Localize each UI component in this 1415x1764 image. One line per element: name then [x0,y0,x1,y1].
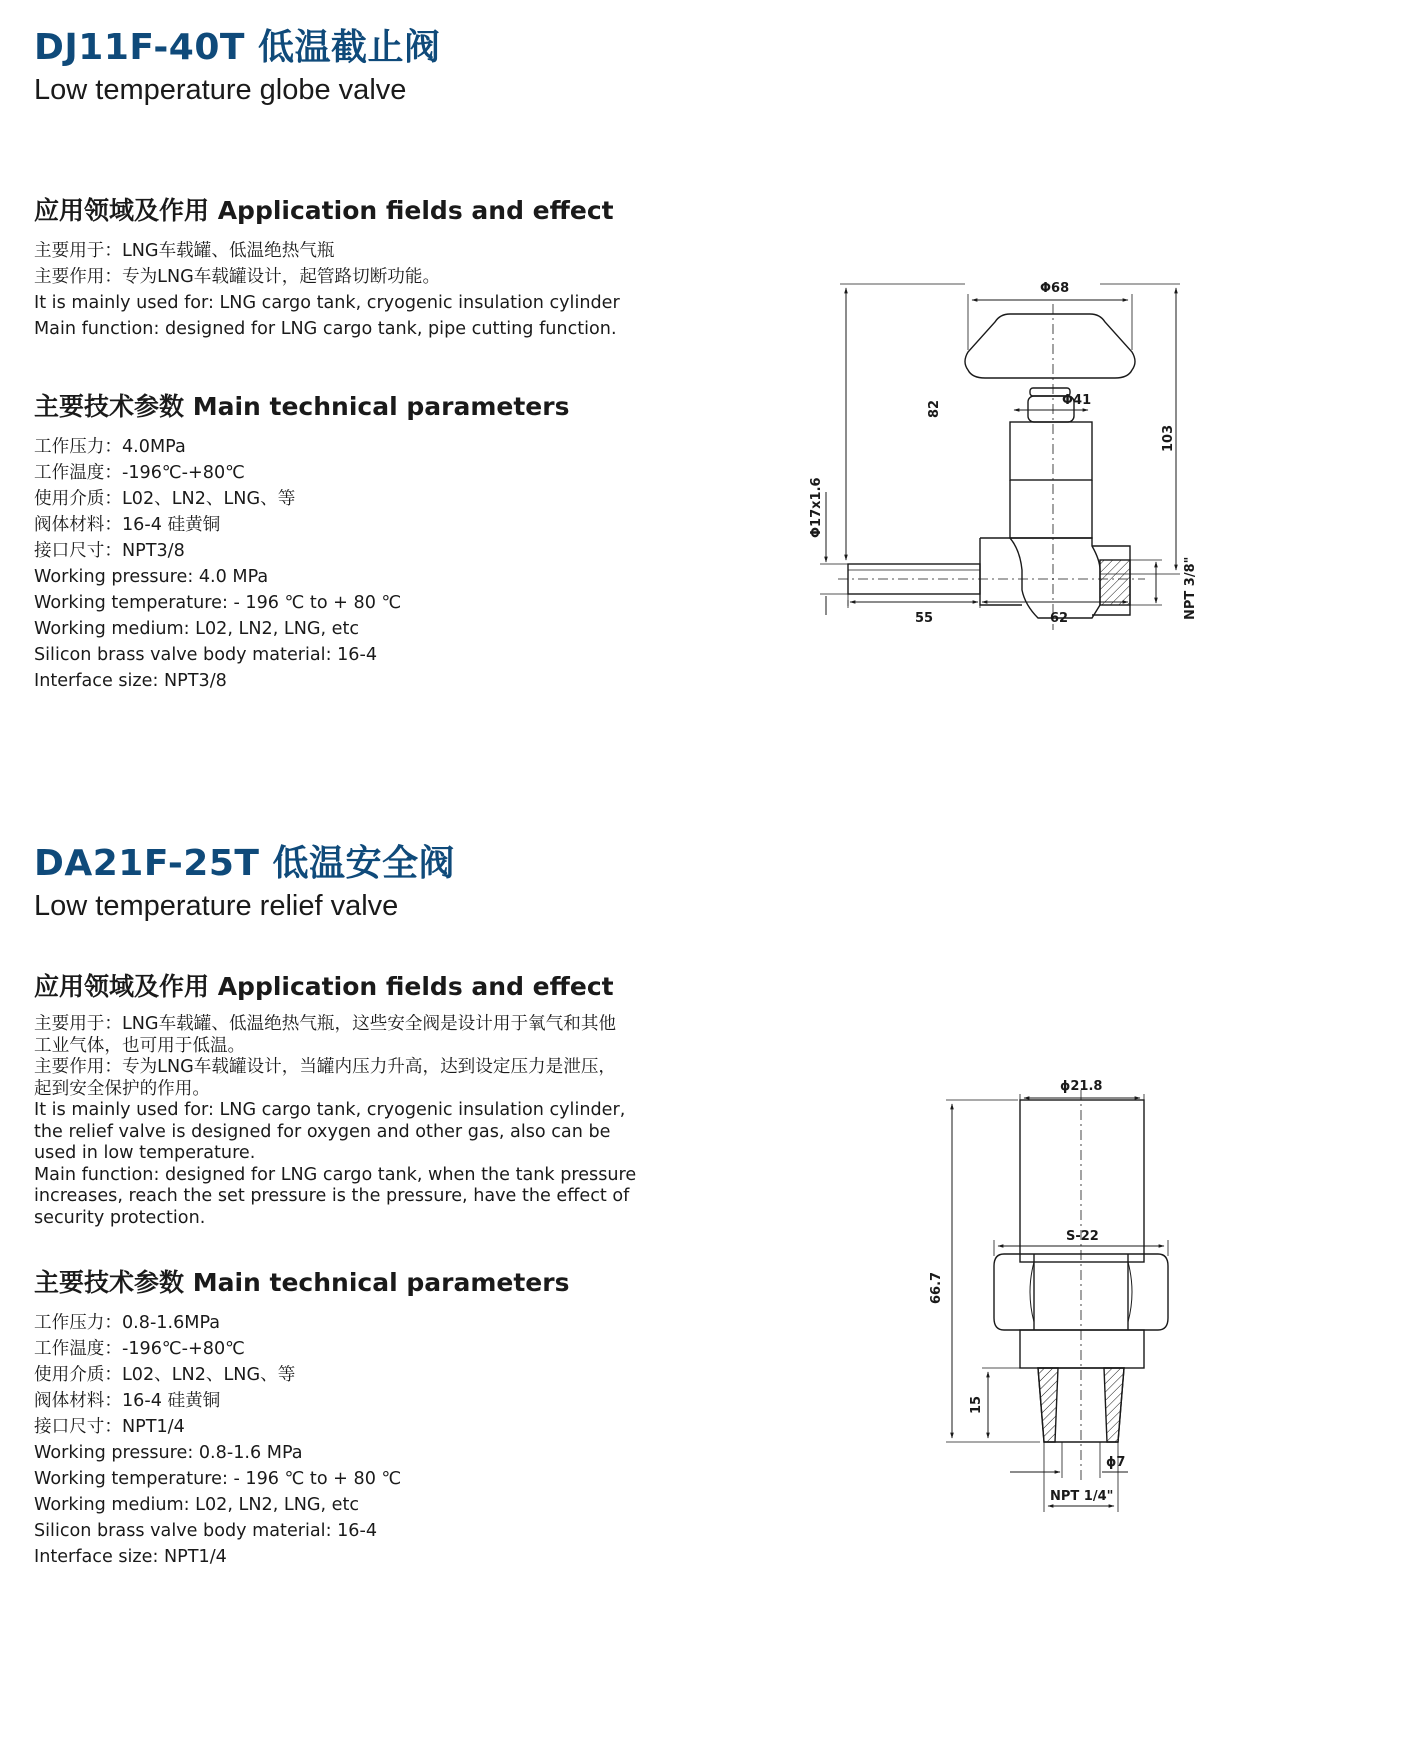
handwheel [965,314,1135,378]
parameter-line: 接口尺寸：NPT3/8 [34,541,185,561]
parameter-line: 阀体材料：16-4 硅黄铜 [34,515,221,535]
valve-neck [1020,1330,1144,1368]
relief-valve-drawing [910,1010,1210,1530]
product-subtitle: Low temperature relief valve [34,890,399,922]
globe-valve-svg [800,270,1260,710]
dim-82: 82 [927,399,942,418]
application-line: the relief valve is designed for oxygen and other gas, also can be [34,1121,611,1142]
application-section [34,972,674,1229]
outlet-thread [1100,560,1130,605]
parameter-line: 工作压力：4.0MPa [34,437,186,457]
application-line: It is mainly used for: LNG cargo tank, cryogenic insulation cylinder, [34,1100,626,1120]
dim-55: 55 [915,611,934,626]
application-line: increases, reach the set pressure is the pressure, have the effect of [34,1186,630,1206]
parameter-line: Interface size: NPT3/8 [34,671,227,691]
application-heading: 应用领域及作用 Application fields and effect [34,972,614,1001]
dim-103: 103 [1161,424,1176,452]
parameter-line: Working pressure: 0.8-1.6 MPa [34,1443,303,1463]
dim-d17: Φ17x1.6 [809,477,824,538]
globe-valve-drawing [800,270,1260,710]
parameters-heading: 主要技术参数 Main technical parameters [34,1268,570,1297]
application-line: 主要作用：专为LNG车载罐设计，起管路切断功能。 [34,267,441,287]
parameter-line: 工作压力：0.8-1.6MPa [34,1313,221,1333]
parameters-section [34,1268,674,1570]
application-line: Main function: designed for LNG cargo tank, pipe cutting function. [34,319,617,339]
parameter-line: Working temperature: - 196 ℃ to + 80 ℃ [34,593,402,613]
dim-npt38: NPT 3/8" [1183,556,1198,620]
application-line: Main function: designed for LNG cargo tank, when the tank pressure [34,1164,637,1185]
application-line: used in low temperature. [34,1143,256,1163]
valve-body-lower [980,538,1100,618]
application-lines [34,1014,674,1229]
parameter-lines [34,1310,674,1570]
application-line: It is mainly used for: LNG cargo tank, cryogenic insulation cylinder [34,293,620,313]
dim-15: 15 [969,1395,984,1414]
application-lines [34,238,674,342]
application-line: security protection. [34,1207,206,1228]
application-line: 起到安全保护的作用。 [34,1078,210,1099]
parameter-line: 使用介质：L02、LN2、LNG、等 [34,489,296,509]
dim-d7: ϕ7 [1106,1455,1126,1470]
application-section [34,196,674,342]
product-title: DJ11F-40T 低温截止阀 [34,27,441,68]
dim-d21-8: ϕ21.8 [1060,1079,1103,1094]
parameter-line: Silicon brass valve body material: 16-4 [34,1521,378,1541]
parameter-line: Working medium: L02, LN2, LNG, etc [34,1495,360,1515]
product-title: DA21F-25T 低温安全阀 [34,843,455,884]
dim-s22: S-22 [1066,1229,1099,1244]
parameter-line: Silicon brass valve body material: 16-4 [34,645,378,665]
application-line: 工业气体，也可用于低温。 [34,1035,246,1056]
dim-npt14: NPT 1/4" [1050,1489,1114,1504]
parameter-line: 工作温度：-196℃-+80℃ [34,1339,245,1359]
relief-valve-svg [910,1010,1210,1530]
dim-66-7: 66.7 [929,1271,944,1304]
parameter-line: 接口尺寸：NPT1/4 [34,1417,185,1437]
application-line: 主要用于：LNG车载罐、低温绝热气瓶，这些安全阀是设计用于氧气和其他 [34,1014,617,1034]
application-heading: 应用领域及作用 Application fields and effect [34,196,614,225]
bonnet [1010,422,1092,480]
valve-body [1010,480,1092,538]
parameter-line: 工作温度：-196℃-+80℃ [34,463,245,483]
product-subtitle: Low temperature globe valve [34,74,407,106]
parameter-line: 阀体材料：16-4 硅黄铜 [34,1391,221,1411]
parameter-line: 使用介质：L02、LN2、LNG、等 [34,1365,296,1385]
parameters-section [34,392,674,694]
parameter-line: Working medium: L02, LN2, LNG, etc [34,619,360,639]
application-line: 主要作用：专为LNG车载罐设计，当罐内压力升高，达到设定压力是泄压， [34,1057,617,1077]
dim-d41: Φ41 [1062,393,1092,408]
application-line: 主要用于：LNG车载罐、低温绝热气瓶 [34,241,335,261]
dim-d68: Φ68 [1040,281,1070,296]
parameters-heading: 主要技术参数 Main technical parameters [34,392,570,421]
parameter-line: Working pressure: 4.0 MPa [34,567,269,587]
parameter-lines [34,434,674,694]
dim-62: 62 [1050,611,1069,626]
parameter-line: Interface size: NPT1/4 [34,1547,227,1567]
parameter-line: Working temperature: - 196 ℃ to + 80 ℃ [34,1469,402,1489]
